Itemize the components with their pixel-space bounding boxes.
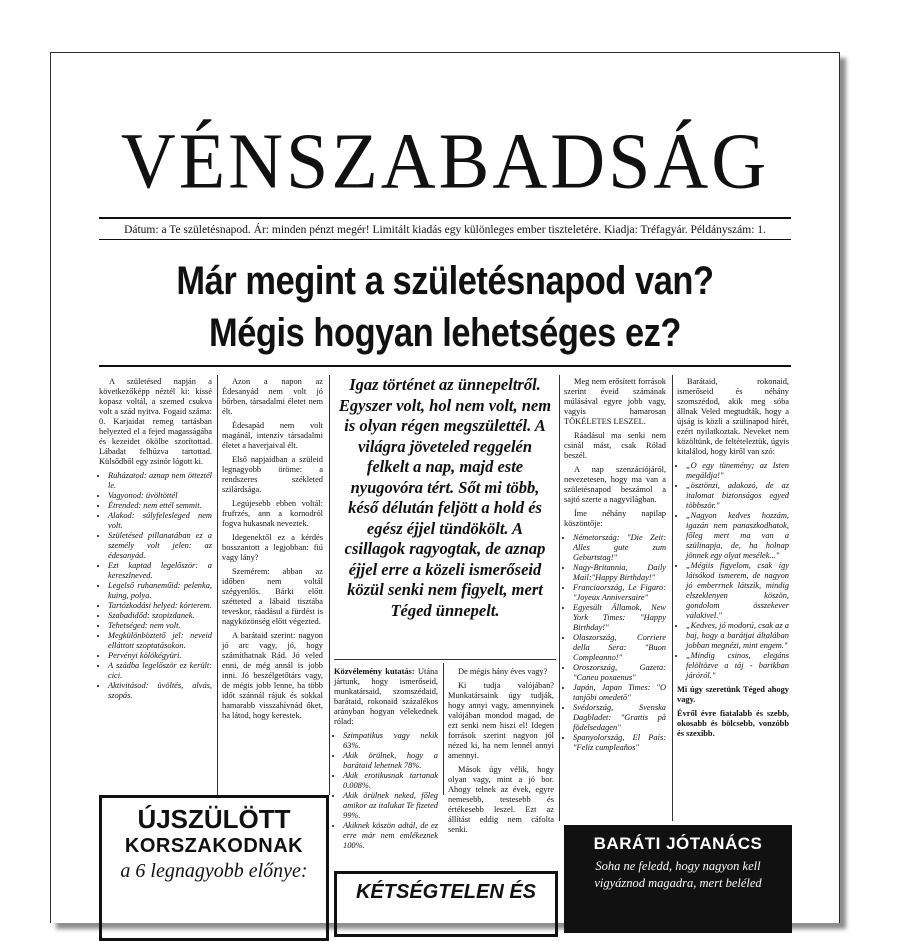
list-item: • Ruházatod: aznap nem ötteztél le.: [108, 471, 212, 491]
article-paragraph: A nap szenzációjáról, nevezetesen, hogy ma van a születésnapod beszámol a sajtó szerte a nagyvilágban.: [564, 465, 666, 504]
closing-line: Mi úgy szeretünk Téged ahogy vagy.: [677, 685, 789, 704]
column-4: [564, 377, 666, 821]
article-paragraph: Meg nem erősített források szerint éveid számának múlásával egyre jobb vagy, vagyis hamarosan TÖKÉLETES LESZEL.: [564, 377, 666, 426]
column-1: [99, 377, 212, 795]
column-divider: [672, 375, 673, 821]
article-paragraph: Idegenektől ez a kérdés bosszantott a legjobban: fiú vagy lány?: [222, 533, 323, 562]
dateline: Dátum: a Te születésnapod. Ár: minden pénzt megér! Limitált kiadás egy különleges ember tiszteletére. Kiadja: Tréfagyár. Példányszám: 1.: [124, 224, 766, 236]
divider: [99, 217, 791, 219]
age-column: [448, 667, 554, 834]
headline-line-1: Már megint a születésnapod van?: [176, 259, 714, 303]
list-item: • Étrended: nem ettél semmit.: [108, 501, 212, 511]
list-item: • Spanyolország, El País: "Feliz cumpleaños": [573, 733, 666, 753]
article-paragraph: De mégis hány éves vagy?: [458, 667, 548, 676]
column-divider: [559, 375, 560, 821]
article-paragraph: Azon a napon az Édesanyád nem volt jó bőrben, társadalmi életet nem élt.: [222, 377, 323, 416]
headline-line-2: Mégis hogyan lehetséges ez?: [208, 311, 682, 355]
masthead: VÉNSZABADSÁG: [120, 116, 770, 206]
list-item: • Oroszország, Gazeta: "Caneu poxaenus": [573, 663, 666, 683]
column-5: [677, 377, 789, 823]
newborn-box-title-2: KORSZAKODNAK: [124, 835, 304, 857]
quotes-list: [677, 461, 789, 681]
list-item: • Japán, Japan Times: "O tanjōbi omedetō": [573, 683, 666, 703]
list-item: • Tehetséged: nem volt.: [108, 621, 212, 631]
article-paragraph: Ki tudja valójában? Munkatársaink úgy tudják, hogy annyi vagy, amennyinek valójában mondod magad, de ezt senki nem hiszi el! Idegen források szerint nagyon jól nézed ki, ha nem lennél annyi amennyi.: [448, 681, 554, 760]
divider: [334, 659, 556, 660]
list-item: • Tartózkodási helyed: kórterem.: [108, 601, 212, 611]
list-item: • Születésed pillanatában ez a személy volt jelen: az édesanyád.: [108, 531, 212, 561]
advice-box-title: BARÁTI JÓTANÁCS: [593, 834, 763, 853]
list-item: • Akiknek köszön adtál, de ez erre már nem emlékeznek 100%.: [343, 821, 438, 851]
newborn-box-subtitle: a 6 legnagyobb előnye:: [120, 860, 308, 882]
article-paragraph: Első napjaidban a szüleid legnagyobb öröme: a rendszeres székleted szilárdsága.: [222, 455, 323, 494]
article-paragraph: Édesapád nem volt magánál, intenzív társadalmi életet a haverjaival élt.: [222, 421, 323, 450]
divider: [99, 365, 791, 367]
list-item: • Svédország, Svenska Dagbladet: "Grattis på födelsedagen": [573, 703, 666, 733]
column-divider: [329, 375, 330, 795]
article-paragraph: Utána jártunk, hogy ismerőseid, munkatársaid, szomszédaid, barátaid, rokonaid százalékos arányban hogyan vélekednek rólad:: [334, 667, 438, 726]
feature-story: Igaz történet az ünnepeltről. Egyszer volt, hol nem volt, nem is olyan régen megszülettél. A világra jöveteled reggelén felkelt a nap, majd este nyugovóra tért. Sőt mi több, késő délután feljött a hold és egész éjjel tündökölt. A csillagok ragyogtak, de aznap éjjel erre a közeli ismerőseid közül senki nem figyelt, mert Téged ünnepelt.: [338, 375, 552, 620]
list-item: • Franciaország, Le Figaro: "Joyeux Anniversaire": [573, 583, 666, 603]
list-item: • Ezt kaptad legelőször: a kereszlneved.: [108, 561, 212, 581]
list-item: • Akik örülnek, hogy a barátaid lehetnek 78%.: [343, 751, 438, 771]
divider: [99, 239, 791, 240]
doubt-box: [334, 871, 558, 937]
article-paragraph: Legújesebb ebben voltál: frufrzés, ann a kornodról fogva hukasnak neveztek.: [222, 499, 323, 528]
doubt-box-title: KÉTSÉGTELEN ÉS: [355, 881, 537, 903]
list-item: • „ösztönzi, adakozó, de az italomat biztonságos egyed többször.": [686, 481, 789, 511]
poll-list: [334, 731, 438, 851]
poll-title: Közvélemény kutatás:: [334, 667, 415, 676]
article-paragraph: Ráadásul ma senki nem csinál mást, csak Rólad beszél.: [564, 431, 666, 460]
facts-list: [99, 471, 212, 701]
article-paragraph: A barátaid szerint: nagyon jó arc vagy, jó, hogy számíthatnak Rád. Jó veled enni, de még annál is jobb inni. Jó beszélgetőtárs vagy, de mégis jobb lenne, ha több időt szánnál rájuk és sokkal hamarabb visszahívnád őket, ha látod, hogy kerestek.: [222, 631, 323, 720]
list-item: • Olaszország, Corriere della Sera: "Buon Compleanno!": [573, 633, 666, 663]
newborn-box-title-1: ÚJSZÜLÖTT: [137, 804, 291, 834]
list-item: • Szimpatikus vagy nekik 63%.: [343, 731, 438, 751]
column-divider: [217, 375, 218, 795]
column-2: [222, 377, 323, 795]
article-paragraph: Szemérem: abban az időben nem voltál szégyenlős. Bárki előtt szétteted a lábaid tisztába teveskor, ráadásul a fürdést is nagyközönség előtt végezted.: [222, 567, 323, 626]
list-item: • Vagyonod: üvöltöttél: [108, 491, 212, 501]
list-item: • Németország: "Die Zeit: Alles gute zum Geburtstag!": [573, 533, 666, 563]
article-paragraph: Íme néhány napilap köszöntője:: [564, 509, 666, 528]
list-item: • „Mindig csinos, elegáns felöltözve a táj - barikban járóról.": [686, 651, 789, 681]
list-item: • Nagy-Britannia, Daily Mail:"Happy Birthday!": [573, 563, 666, 583]
advice-box: [564, 825, 792, 933]
list-item: • „Kedves, jó modorú, csak az a baj, hogy a barátjai általában jobban megnézi, mint engem.": [686, 621, 789, 651]
list-item: • „Nagyon kedves hozzám, igazán nem panaszkodhatok, főleg mert ma van a szülinapja, de, ha holnap jönnek egy olyat mesélek...": [686, 511, 789, 561]
list-item: • „O egy tünemény; az Isten megáldja!": [686, 461, 789, 481]
advice-box-line-2: vigyáznod magadra, mert beléled: [594, 876, 762, 890]
list-item: • Szabadidőd: szopizdanek.: [108, 611, 212, 621]
list-item: • Megkülönböztető jel: neveid elláttott szoptatásokon.: [108, 631, 212, 651]
list-item: • „Mégiis figyelom, csak így láisókod ismerem, de nagyon jó emberrnek látszik, mindig elszeklenyen köszön, gondolom összekever valakivel.": [686, 561, 789, 621]
list-item: • Alakod: súlyfelesleged nem volt.: [108, 511, 212, 531]
list-item: • A szádba legelőször ez került: cici.: [108, 661, 212, 681]
list-item: • Legelső ruhaneműid: pelenka, kuing, polya.: [108, 581, 212, 601]
column-divider: [443, 663, 444, 795]
article-paragraph: Mások úgy vélik, hogy olyan vagy, mint a jó bor. Ahogy telnek az évek, egyre nemesebb, testesebb és értékesebb leszel. Ezt az állítást eddig nem cáfolta senki.: [448, 765, 554, 834]
list-item: • Akik örülnek neked, főleg amikor az italukat Te fizeted 99%.: [343, 791, 438, 821]
list-item: • Akik erotikusnak tartanak 0.008%.: [343, 771, 438, 791]
list-item: • Egyesült Államok, New York Times: "Happy Birthday!": [573, 603, 666, 633]
newborn-box: [99, 795, 329, 941]
poll-column: [334, 667, 438, 850]
closing-line: Évről évre fiatalabb és szebb, okosabb és bölcsebb, vonzóbb és szexibb.: [677, 709, 789, 738]
advice-box-line-1: Soha ne feledd, hogy nagyon kell: [595, 859, 761, 873]
list-item: • Aktivitásod: üvöltés, alvás, szopás.: [108, 681, 212, 701]
list-item: • Pervényi kölökégyüri.: [108, 651, 212, 661]
headline: [147, 255, 742, 359]
article-paragraph: Barátaid, rokonaid, ismerőseid és néhány szomszédod, akik meg sóba állnak Veled megtudták, hogy a újság is közli a szülinapod hírét, ezért nyilatkoztak. Neveket nem közöltünk, de feltételeztük, úgyis kitalálod, hogy kiről van szó:: [677, 377, 789, 456]
article-paragraph: A születésed napján a következőképp néztél ki: kissé kopasz voltál, a szemed csukva volt a szád nyitva. Fogaid száma: 0. Karjaidat remeg tartásban helyezted el a fejed magasságába és kezeidet ökölbe szorítottad. Lábadat felhúzva tartottad. Külsődből egy zsinór lógott ki.: [99, 377, 212, 466]
newspaper-page: [50, 52, 840, 923]
press-list: [564, 533, 666, 753]
